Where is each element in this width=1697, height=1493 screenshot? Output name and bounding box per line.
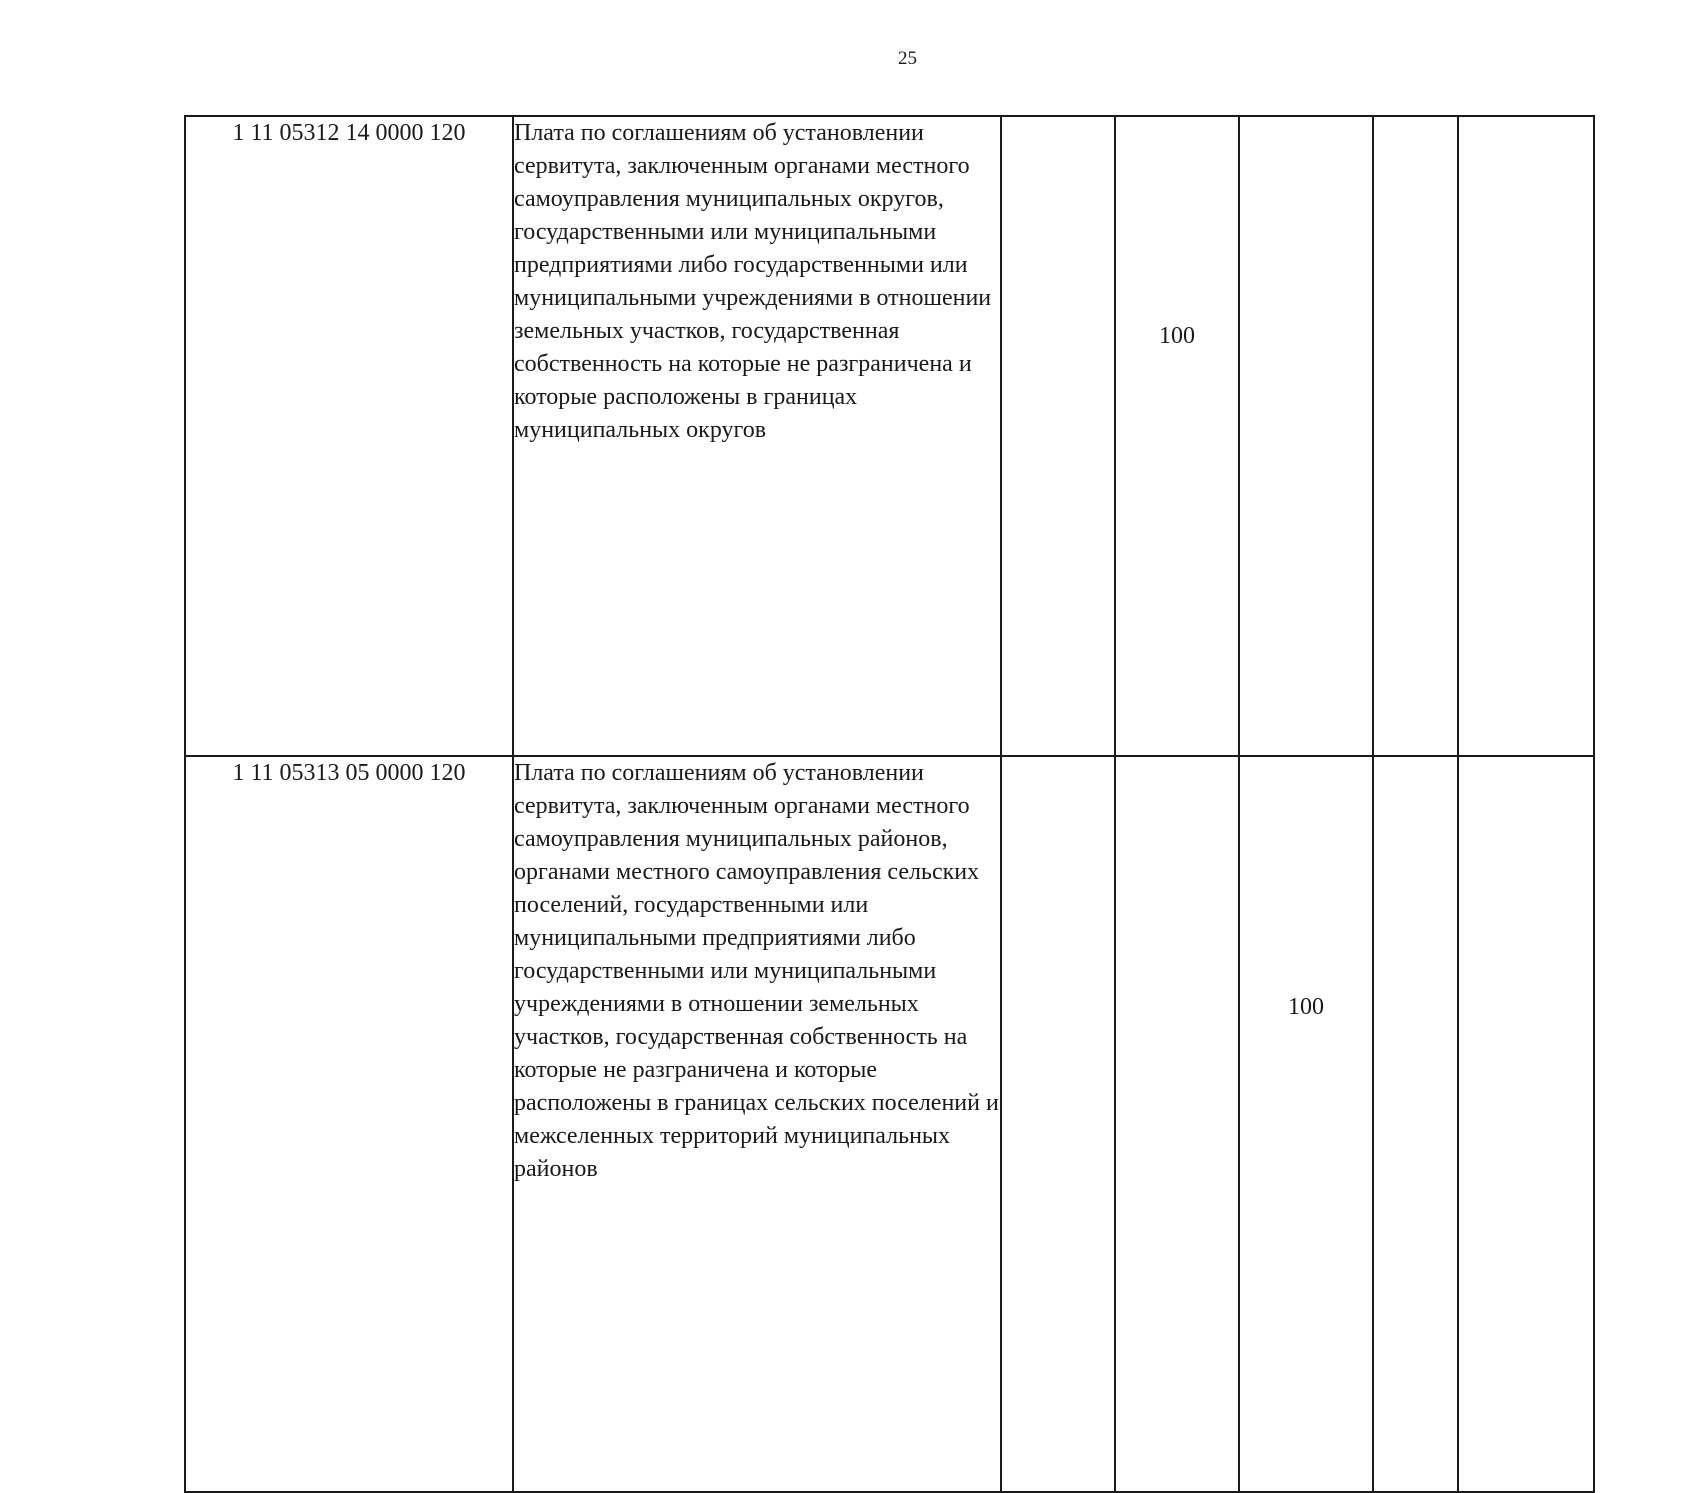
page-number: 25 bbox=[898, 48, 917, 69]
description-cell: Плата по соглашениям об установлении сервитута, заключенным органами местного самоуправления муниципальных районов, органами местного самоуправления сельских поселений, государственными или муниципальными предприятиями либо государственными или муниципальными учреждениями в отношении земельных участков, государственная собственность на которые не разграничена и которые расположены в границах сельских поселений и межселенных территорий муниципальных районов bbox=[513, 756, 1001, 1492]
value-cell bbox=[1001, 116, 1115, 756]
value-cell bbox=[1115, 756, 1239, 1492]
description-cell: Плата по соглашениям об установлении сервитута, заключенным органами местного самоуправления муниципальных округов, государственными или муниципальными предприятиями либо государственными или муниципальными учреждениями в отношении земельных участков, государственная собственность на которые не разграничена и которые расположены в границах муниципальных округов bbox=[513, 116, 1001, 756]
value-cell bbox=[1373, 756, 1458, 1492]
table-row bbox=[185, 756, 1594, 1492]
value-cell: 100 bbox=[1115, 116, 1239, 756]
value-cell bbox=[1239, 116, 1373, 756]
value-cell: 100 bbox=[1239, 756, 1373, 1492]
budget-code-cell: 1 11 05313 05 0000 120 bbox=[185, 756, 513, 1492]
value-cell bbox=[1373, 116, 1458, 756]
value-cell bbox=[1458, 756, 1594, 1492]
value-cell bbox=[1458, 116, 1594, 756]
value-cell bbox=[1001, 756, 1115, 1492]
budget-code-cell: 1 11 05312 14 0000 120 bbox=[185, 116, 513, 756]
table-row bbox=[185, 116, 1594, 756]
revenue-table bbox=[184, 115, 1595, 1493]
